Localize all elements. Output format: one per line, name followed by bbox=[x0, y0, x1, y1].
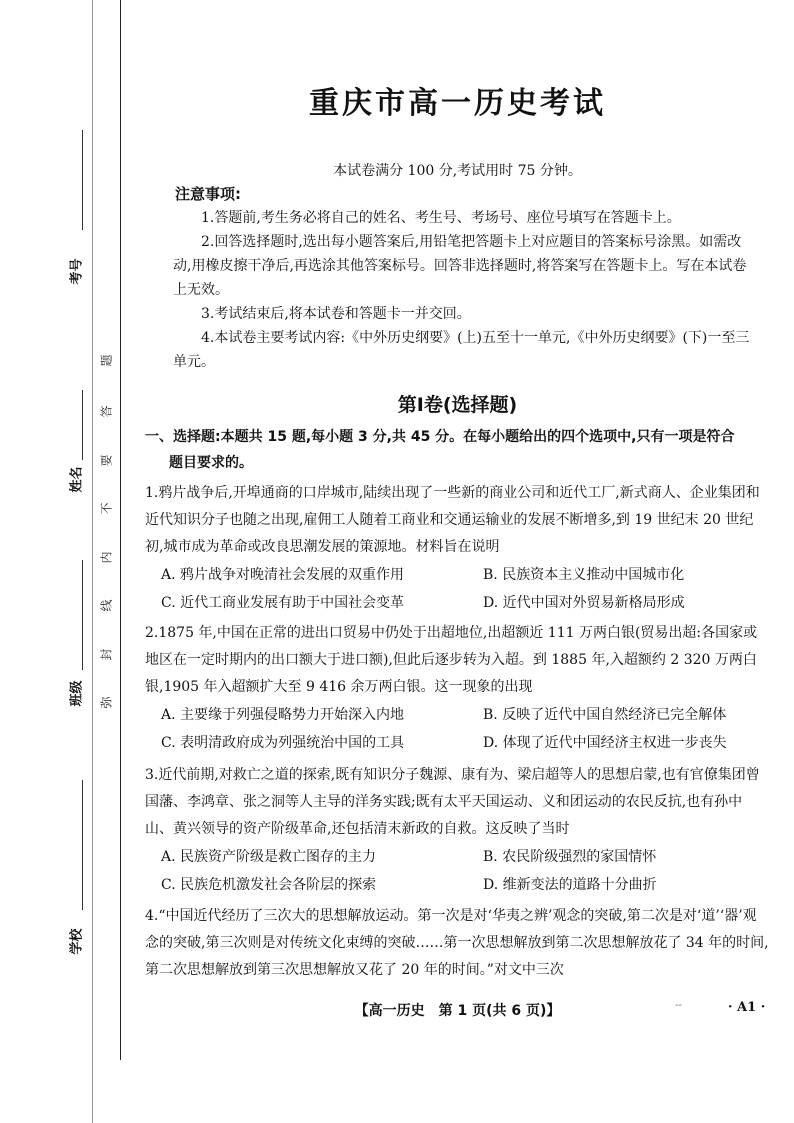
options-row bbox=[145, 871, 770, 899]
option-c: C. 民族危机激发社会各阶层的探索 bbox=[161, 877, 377, 893]
option-a: A. 鸦片战争对晚清社会发展的双重作用 bbox=[161, 567, 405, 583]
field-underline bbox=[82, 130, 83, 230]
field-underline bbox=[82, 780, 83, 910]
instruction-line: 题目要求的。 bbox=[169, 455, 253, 471]
question-stem: 4.“中国近代经历了三次大的思想解放运动。第一次是对‘华夷之辨’观念的突破,第二次是对‘道’‘器’观念的突破,第三次则是对传统文化束缚的突破……第一次思想解放到第二次思想解放花了 34 年的时间,第二次思想解放到第三次思想解放又花了 20 年的时间。”对文中三次 bbox=[145, 908, 769, 978]
option-d: D. 维新变法的道路十分曲折 bbox=[483, 877, 657, 893]
note-item: 3.考试结束后,将本试卷和答题卡一并交回。 bbox=[201, 306, 471, 322]
field-label-school: 学校 bbox=[69, 928, 85, 955]
footer-dash: -- bbox=[675, 1000, 682, 1011]
option-b: B. 农民阶级强烈的家国情怀 bbox=[483, 849, 657, 865]
binding-margin bbox=[0, 0, 130, 1123]
options-row bbox=[145, 589, 770, 617]
seal-char: 不 bbox=[99, 502, 114, 515]
section-title: 第Ⅰ卷(选择题) bbox=[397, 394, 518, 416]
question-2 bbox=[145, 620, 770, 757]
option-d: D. 体现了近代中国经济主权进一步丧失 bbox=[483, 735, 727, 751]
option-b: B. 民族资本主义推动中国城市化 bbox=[483, 567, 685, 583]
page-footer: 【高一历史 第 1 页(共 6 页)】 bbox=[354, 1003, 561, 1019]
field-underline bbox=[82, 560, 83, 670]
options-row bbox=[145, 561, 770, 589]
options-row bbox=[145, 701, 770, 729]
footer-code: · A1 · bbox=[728, 1000, 766, 1015]
notes-heading: 注意事项: bbox=[175, 185, 241, 203]
field-underline bbox=[82, 390, 83, 460]
seal-char: 要 bbox=[99, 454, 114, 467]
question-4 bbox=[145, 903, 770, 984]
seal-char: 封 bbox=[99, 648, 114, 661]
seal-char: 内 bbox=[99, 551, 114, 564]
seal-char: 线 bbox=[99, 599, 114, 612]
seal-char: 弥 bbox=[99, 696, 114, 709]
exam-subtitle: 本试卷满分 100 分,考试用时 75 分钟。 bbox=[333, 163, 582, 179]
question-stem: 2.1875 年,中国在正常的进出口贸易中仍处于出超地位,出超额近 111 万两白银(贸易出超:各国家或地区在一定时期内的出口额大于进口额),但此后逐步转为入超。到 1885 年,入超额约 2 320 万两白银,1905 年入超额扩大至 9 416 余万两白银。这一现象的出现 bbox=[145, 625, 758, 695]
note-item: 1.答题前,考生务必将自己的姓名、考生号、考场号、座位号填写在答题卡上。 bbox=[201, 210, 681, 226]
question-stem: 1.鸦片战争后,开埠通商的口岸城市,陆续出现了一些新的商业公司和近代工厂,新式商人、企业集团和近代知识分子也随之出现,雇佣工人随着工商业和交通运输业的发展不断增多,到 19 世纪末 20 世纪初,城市成为革命或改良思潮发展的策源地。材料旨在说明 bbox=[145, 485, 760, 555]
binding-seal-line bbox=[120, 0, 121, 1060]
options-row bbox=[145, 729, 770, 757]
field-label-exam-number: 考号 bbox=[69, 258, 85, 285]
option-c: C. 近代工商业发展有助于中国社会变革 bbox=[161, 595, 405, 611]
field-label-class: 班级 bbox=[69, 680, 85, 707]
instruction-line: 一、选择题:本题共 15 题,每小题 3 分,共 45 分。在每小题给出的四个选项中,只有一项是符合 bbox=[145, 429, 735, 445]
question-3 bbox=[145, 762, 770, 899]
question-1 bbox=[145, 480, 770, 617]
option-b: B. 反映了近代中国自然经济已完全解体 bbox=[483, 707, 727, 723]
note-item: 2.回答选择题时,选出每小题答案后,用铅笔把答题卡上对应题目的答案标号涂黑。如需改动,用橡皮擦干净后,再选涂其他答案标号。回答非选择题时,将答案写在答题卡上。写在本试卷上无效。 bbox=[173, 234, 747, 298]
page-title: 重庆市高一历史考试 bbox=[309, 86, 606, 121]
field-label-name: 姓名 bbox=[69, 466, 85, 493]
seal-char: 答 bbox=[99, 405, 114, 418]
option-c: C. 表明清政府成为列强统治中国的工具 bbox=[161, 735, 405, 751]
note-item: 4.本试卷主要考试内容:《中外历史纲要》(上)五至十一单元,《中外历史纲要》(下)一至三单元。 bbox=[173, 330, 750, 370]
margin-frame-line bbox=[92, 0, 93, 1123]
question-stem: 3.近代前期,对救亡之道的探索,既有知识分子魏源、康有为、梁启超等人的思想启蒙,也有官僚集团曾国藩、李鸿章、张之洞等人主导的洋务实践;既有太平天国运动、义和团运动的农民反抗,也有孙中山、黄兴领导的资产阶级革命,还包括清末新政的自救。这反映了当时 bbox=[145, 767, 760, 837]
section-instruction bbox=[145, 424, 770, 476]
option-a: A. 民族资产阶级是救亡图存的主力 bbox=[161, 849, 377, 865]
options-row bbox=[145, 843, 770, 871]
seal-char: 题 bbox=[99, 354, 114, 367]
option-d: D. 近代中国对外贸易新格局形成 bbox=[483, 595, 685, 611]
option-a: A. 主要缘于列强侵略势力开始深入内地 bbox=[161, 707, 405, 723]
